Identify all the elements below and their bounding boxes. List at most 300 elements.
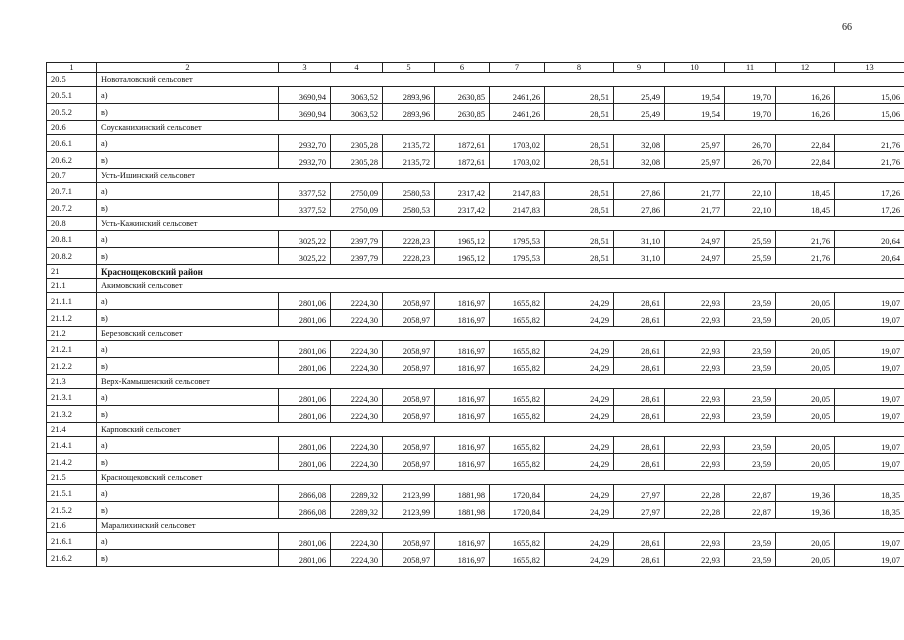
value-cell: 20,64 bbox=[835, 248, 904, 265]
value-cell: 1816,97 bbox=[435, 293, 490, 310]
section-code: 21.6 bbox=[47, 519, 97, 533]
row-code: 21.4.1 bbox=[47, 437, 97, 454]
row-code: 21.6.1 bbox=[47, 533, 97, 550]
value-cell: 24,29 bbox=[545, 502, 614, 519]
value-cell: 2305,28 bbox=[331, 135, 383, 152]
value-cell: 23,59 bbox=[725, 533, 776, 550]
column-number-header: 5 bbox=[383, 63, 435, 73]
value-cell: 2147,83 bbox=[490, 183, 545, 200]
value-cell: 22,93 bbox=[665, 406, 725, 423]
row-label: в) bbox=[97, 358, 279, 375]
value-cell: 22,93 bbox=[665, 437, 725, 454]
value-cell: 22,84 bbox=[776, 152, 835, 169]
value-cell: 15,06 bbox=[835, 104, 904, 121]
row-label: в) bbox=[97, 502, 279, 519]
value-cell: 2317,42 bbox=[435, 200, 490, 217]
value-cell: 2058,97 bbox=[383, 358, 435, 375]
value-cell: 19,54 bbox=[665, 104, 725, 121]
table-row bbox=[47, 135, 904, 152]
section-name: Усть-Кажинский сельсовет bbox=[97, 217, 904, 231]
value-cell: 24,29 bbox=[545, 358, 614, 375]
section-name: Усть-Ишинский сельсовет bbox=[97, 169, 904, 183]
section-name: Верх-Камышенский сельсовет bbox=[97, 375, 904, 389]
value-cell: 2461,26 bbox=[490, 87, 545, 104]
value-cell: 17,26 bbox=[835, 183, 904, 200]
value-cell: 1703,02 bbox=[490, 135, 545, 152]
value-cell: 19,07 bbox=[835, 437, 904, 454]
value-cell: 2224,30 bbox=[331, 533, 383, 550]
value-cell: 2147,83 bbox=[490, 200, 545, 217]
section-name: Новоталовский сельсовет bbox=[97, 73, 904, 87]
value-cell: 25,59 bbox=[725, 248, 776, 265]
value-cell: 25,49 bbox=[614, 87, 665, 104]
value-cell: 2932,70 bbox=[279, 135, 331, 152]
value-cell: 2893,96 bbox=[383, 87, 435, 104]
section-code: 21.5 bbox=[47, 471, 97, 485]
value-cell: 2058,97 bbox=[383, 389, 435, 406]
value-cell: 18,45 bbox=[776, 200, 835, 217]
row-label: в) bbox=[97, 152, 279, 169]
value-cell: 28,51 bbox=[545, 183, 614, 200]
value-cell: 23,59 bbox=[725, 341, 776, 358]
value-cell: 2801,06 bbox=[279, 293, 331, 310]
value-cell: 21,76 bbox=[776, 231, 835, 248]
row-code: 20.8.1 bbox=[47, 231, 97, 248]
row-label: в) bbox=[97, 454, 279, 471]
row-label: а) bbox=[97, 87, 279, 104]
value-cell: 22,84 bbox=[776, 135, 835, 152]
column-number-header: 13 bbox=[835, 63, 904, 73]
value-cell: 3025,22 bbox=[279, 231, 331, 248]
value-cell: 2461,26 bbox=[490, 104, 545, 121]
value-cell: 20,05 bbox=[776, 389, 835, 406]
value-cell: 1720,84 bbox=[490, 485, 545, 502]
value-cell: 26,70 bbox=[725, 135, 776, 152]
value-cell: 23,59 bbox=[725, 454, 776, 471]
value-cell: 2058,97 bbox=[383, 406, 435, 423]
section-name: Маралихинский сельсовет bbox=[97, 519, 904, 533]
value-cell: 2224,30 bbox=[331, 454, 383, 471]
row-label: а) bbox=[97, 533, 279, 550]
value-cell: 2224,30 bbox=[331, 437, 383, 454]
value-cell: 28,61 bbox=[614, 358, 665, 375]
value-cell: 18,35 bbox=[835, 502, 904, 519]
value-cell: 31,10 bbox=[614, 231, 665, 248]
value-cell: 22,93 bbox=[665, 358, 725, 375]
value-cell: 28,61 bbox=[614, 389, 665, 406]
row-label: а) bbox=[97, 293, 279, 310]
value-cell: 19,70 bbox=[725, 104, 776, 121]
value-cell: 28,61 bbox=[614, 454, 665, 471]
section-row bbox=[47, 169, 904, 183]
value-cell: 28,51 bbox=[545, 231, 614, 248]
row-label: а) bbox=[97, 135, 279, 152]
table-row bbox=[47, 550, 904, 567]
value-cell: 28,51 bbox=[545, 135, 614, 152]
value-cell: 2058,97 bbox=[383, 310, 435, 327]
value-cell: 28,61 bbox=[614, 550, 665, 567]
value-cell: 22,87 bbox=[725, 485, 776, 502]
value-cell: 2397,79 bbox=[331, 231, 383, 248]
value-cell: 2058,97 bbox=[383, 341, 435, 358]
value-cell: 1655,82 bbox=[490, 310, 545, 327]
value-cell: 1655,82 bbox=[490, 293, 545, 310]
value-cell: 17,26 bbox=[835, 200, 904, 217]
value-cell: 2123,99 bbox=[383, 485, 435, 502]
table-row bbox=[47, 502, 904, 519]
value-cell: 2058,97 bbox=[383, 550, 435, 567]
value-cell: 24,29 bbox=[545, 485, 614, 502]
section-name: Краснощековский район bbox=[97, 265, 904, 279]
table-row bbox=[47, 200, 904, 217]
value-cell: 2058,97 bbox=[383, 293, 435, 310]
value-cell: 22,10 bbox=[725, 183, 776, 200]
section-code: 21.4 bbox=[47, 423, 97, 437]
value-cell: 1703,02 bbox=[490, 152, 545, 169]
value-cell: 19,07 bbox=[835, 533, 904, 550]
value-cell: 2801,06 bbox=[279, 437, 331, 454]
value-cell: 3690,94 bbox=[279, 104, 331, 121]
tariff-table bbox=[46, 62, 904, 567]
section-code: 20.8 bbox=[47, 217, 97, 231]
value-cell: 32,08 bbox=[614, 152, 665, 169]
value-cell: 22,93 bbox=[665, 454, 725, 471]
value-cell: 2224,30 bbox=[331, 293, 383, 310]
value-cell: 2289,32 bbox=[331, 502, 383, 519]
row-code: 20.5.1 bbox=[47, 87, 97, 104]
value-cell: 24,29 bbox=[545, 550, 614, 567]
value-cell: 2228,23 bbox=[383, 231, 435, 248]
value-cell: 1816,97 bbox=[435, 358, 490, 375]
value-cell: 28,61 bbox=[614, 341, 665, 358]
section-code: 20.7 bbox=[47, 169, 97, 183]
value-cell: 22,93 bbox=[665, 310, 725, 327]
table-row bbox=[47, 533, 904, 550]
table-row bbox=[47, 152, 904, 169]
value-cell: 2397,79 bbox=[331, 248, 383, 265]
value-cell: 1872,61 bbox=[435, 152, 490, 169]
value-cell: 24,29 bbox=[545, 533, 614, 550]
row-code: 21.3.1 bbox=[47, 389, 97, 406]
value-cell: 2801,06 bbox=[279, 358, 331, 375]
value-cell: 2801,06 bbox=[279, 406, 331, 423]
value-cell: 28,61 bbox=[614, 293, 665, 310]
column-number-header: 4 bbox=[331, 63, 383, 73]
value-cell: 2135,72 bbox=[383, 135, 435, 152]
value-cell: 1816,97 bbox=[435, 550, 490, 567]
value-cell: 22,28 bbox=[665, 502, 725, 519]
value-cell: 2801,06 bbox=[279, 454, 331, 471]
value-cell: 1655,82 bbox=[490, 389, 545, 406]
row-code: 20.5.2 bbox=[47, 104, 97, 121]
value-cell: 21,76 bbox=[776, 248, 835, 265]
value-cell: 20,64 bbox=[835, 231, 904, 248]
section-row bbox=[47, 471, 904, 485]
table-row bbox=[47, 104, 904, 121]
value-cell: 19,07 bbox=[835, 341, 904, 358]
value-cell: 24,29 bbox=[545, 437, 614, 454]
section-code: 21.1 bbox=[47, 279, 97, 293]
value-cell: 2580,53 bbox=[383, 200, 435, 217]
value-cell: 1795,53 bbox=[490, 231, 545, 248]
value-cell: 3025,22 bbox=[279, 248, 331, 265]
value-cell: 25,49 bbox=[614, 104, 665, 121]
value-cell: 16,26 bbox=[776, 87, 835, 104]
section-row bbox=[47, 217, 904, 231]
section-code: 21.2 bbox=[47, 327, 97, 341]
value-cell: 2228,23 bbox=[383, 248, 435, 265]
value-cell: 1965,12 bbox=[435, 231, 490, 248]
value-cell: 19,70 bbox=[725, 87, 776, 104]
row-code: 21.5.1 bbox=[47, 485, 97, 502]
section-row bbox=[47, 327, 904, 341]
value-cell: 20,05 bbox=[776, 358, 835, 375]
value-cell: 19,36 bbox=[776, 502, 835, 519]
value-cell: 21,76 bbox=[835, 152, 904, 169]
value-cell: 22,93 bbox=[665, 533, 725, 550]
value-cell: 22,10 bbox=[725, 200, 776, 217]
value-cell: 23,59 bbox=[725, 437, 776, 454]
table-row bbox=[47, 248, 904, 265]
row-label: а) bbox=[97, 183, 279, 200]
table-header-row bbox=[47, 63, 904, 73]
value-cell: 19,07 bbox=[835, 293, 904, 310]
row-code: 21.1.1 bbox=[47, 293, 97, 310]
row-label: в) bbox=[97, 104, 279, 121]
row-code: 20.7.2 bbox=[47, 200, 97, 217]
row-code: 21.2.2 bbox=[47, 358, 97, 375]
value-cell: 1872,61 bbox=[435, 135, 490, 152]
row-label: а) bbox=[97, 485, 279, 502]
row-label: в) bbox=[97, 248, 279, 265]
value-cell: 25,59 bbox=[725, 231, 776, 248]
value-cell: 27,97 bbox=[614, 485, 665, 502]
section-row bbox=[47, 423, 904, 437]
column-number-header: 8 bbox=[545, 63, 614, 73]
value-cell: 2224,30 bbox=[331, 406, 383, 423]
value-cell: 24,97 bbox=[665, 248, 725, 265]
value-cell: 24,29 bbox=[545, 389, 614, 406]
row-label: а) bbox=[97, 437, 279, 454]
value-cell: 2224,30 bbox=[331, 550, 383, 567]
value-cell: 24,29 bbox=[545, 310, 614, 327]
value-cell: 1965,12 bbox=[435, 248, 490, 265]
value-cell: 23,59 bbox=[725, 293, 776, 310]
value-cell: 1881,98 bbox=[435, 502, 490, 519]
value-cell: 22,93 bbox=[665, 389, 725, 406]
value-cell: 2224,30 bbox=[331, 310, 383, 327]
value-cell: 24,97 bbox=[665, 231, 725, 248]
value-cell: 23,59 bbox=[725, 389, 776, 406]
value-cell: 2058,97 bbox=[383, 533, 435, 550]
value-cell: 20,05 bbox=[776, 406, 835, 423]
column-number-header: 9 bbox=[614, 63, 665, 73]
value-cell: 2932,70 bbox=[279, 152, 331, 169]
section-row bbox=[47, 519, 904, 533]
row-label: в) bbox=[97, 550, 279, 567]
value-cell: 22,93 bbox=[665, 341, 725, 358]
value-cell: 1655,82 bbox=[490, 550, 545, 567]
value-cell: 28,51 bbox=[545, 152, 614, 169]
row-code: 21.6.2 bbox=[47, 550, 97, 567]
column-number-header: 1 bbox=[47, 63, 97, 73]
value-cell: 2866,08 bbox=[279, 502, 331, 519]
column-number-header: 2 bbox=[97, 63, 279, 73]
value-cell: 21,77 bbox=[665, 200, 725, 217]
value-cell: 1655,82 bbox=[490, 406, 545, 423]
value-cell: 2750,09 bbox=[331, 200, 383, 217]
column-number-header: 11 bbox=[725, 63, 776, 73]
row-label: а) bbox=[97, 231, 279, 248]
value-cell: 3377,52 bbox=[279, 183, 331, 200]
section-row bbox=[47, 121, 904, 135]
table-row bbox=[47, 454, 904, 471]
section-name: Карповский сельсовет bbox=[97, 423, 904, 437]
value-cell: 3690,94 bbox=[279, 87, 331, 104]
value-cell: 3063,52 bbox=[331, 104, 383, 121]
section-name: Акимовский сельсовет bbox=[97, 279, 904, 293]
value-cell: 1816,97 bbox=[435, 533, 490, 550]
table-body bbox=[47, 63, 904, 567]
value-cell: 28,61 bbox=[614, 437, 665, 454]
section-row bbox=[47, 375, 904, 389]
value-cell: 1881,98 bbox=[435, 485, 490, 502]
value-cell: 20,05 bbox=[776, 310, 835, 327]
value-cell: 19,36 bbox=[776, 485, 835, 502]
value-cell: 28,51 bbox=[545, 104, 614, 121]
table-row bbox=[47, 293, 904, 310]
section-code: 20.5 bbox=[47, 73, 97, 87]
row-label: а) bbox=[97, 341, 279, 358]
row-code: 20.7.1 bbox=[47, 183, 97, 200]
value-cell: 19,07 bbox=[835, 550, 904, 567]
table-row bbox=[47, 183, 904, 200]
table-row bbox=[47, 231, 904, 248]
value-cell: 1655,82 bbox=[490, 533, 545, 550]
value-cell: 21,76 bbox=[835, 135, 904, 152]
value-cell: 2630,85 bbox=[435, 104, 490, 121]
value-cell: 2224,30 bbox=[331, 358, 383, 375]
value-cell: 15,06 bbox=[835, 87, 904, 104]
value-cell: 28,61 bbox=[614, 406, 665, 423]
value-cell: 20,05 bbox=[776, 293, 835, 310]
value-cell: 28,51 bbox=[545, 87, 614, 104]
section-name: Соусканихинский сельсовет bbox=[97, 121, 904, 135]
row-label: в) bbox=[97, 406, 279, 423]
value-cell: 20,05 bbox=[776, 341, 835, 358]
value-cell: 2135,72 bbox=[383, 152, 435, 169]
value-cell: 2801,06 bbox=[279, 550, 331, 567]
row-code: 20.6.1 bbox=[47, 135, 97, 152]
value-cell: 28,61 bbox=[614, 310, 665, 327]
value-cell: 19,07 bbox=[835, 358, 904, 375]
value-cell: 24,29 bbox=[545, 293, 614, 310]
value-cell: 19,07 bbox=[835, 310, 904, 327]
row-code: 21.1.2 bbox=[47, 310, 97, 327]
value-cell: 16,26 bbox=[776, 104, 835, 121]
table-row bbox=[47, 310, 904, 327]
table-row bbox=[47, 389, 904, 406]
value-cell: 25,97 bbox=[665, 135, 725, 152]
value-cell: 1816,97 bbox=[435, 310, 490, 327]
value-cell: 2630,85 bbox=[435, 87, 490, 104]
value-cell: 24,29 bbox=[545, 341, 614, 358]
value-cell: 2801,06 bbox=[279, 310, 331, 327]
page-number: 66 bbox=[842, 22, 852, 33]
row-label: а) bbox=[97, 389, 279, 406]
value-cell: 1795,53 bbox=[490, 248, 545, 265]
column-number-header: 6 bbox=[435, 63, 490, 73]
value-cell: 2750,09 bbox=[331, 183, 383, 200]
section-code: 21 bbox=[47, 265, 97, 279]
value-cell: 2801,06 bbox=[279, 533, 331, 550]
row-label: в) bbox=[97, 200, 279, 217]
value-cell: 1816,97 bbox=[435, 341, 490, 358]
value-cell: 1655,82 bbox=[490, 358, 545, 375]
value-cell: 1655,82 bbox=[490, 454, 545, 471]
value-cell: 26,70 bbox=[725, 152, 776, 169]
value-cell: 28,51 bbox=[545, 200, 614, 217]
value-cell: 22,93 bbox=[665, 550, 725, 567]
value-cell: 28,51 bbox=[545, 248, 614, 265]
value-cell: 1816,97 bbox=[435, 406, 490, 423]
value-cell: 1816,97 bbox=[435, 389, 490, 406]
value-cell: 27,97 bbox=[614, 502, 665, 519]
column-number-header: 10 bbox=[665, 63, 725, 73]
value-cell: 21,77 bbox=[665, 183, 725, 200]
value-cell: 20,05 bbox=[776, 533, 835, 550]
value-cell: 20,05 bbox=[776, 454, 835, 471]
value-cell: 19,07 bbox=[835, 454, 904, 471]
value-cell: 23,59 bbox=[725, 550, 776, 567]
value-cell: 23,59 bbox=[725, 310, 776, 327]
section-name: Краснощековский сельсовет bbox=[97, 471, 904, 485]
row-code: 21.5.2 bbox=[47, 502, 97, 519]
row-code: 20.8.2 bbox=[47, 248, 97, 265]
value-cell: 2317,42 bbox=[435, 183, 490, 200]
value-cell: 23,59 bbox=[725, 358, 776, 375]
table-row bbox=[47, 485, 904, 502]
value-cell: 1720,84 bbox=[490, 502, 545, 519]
value-cell: 1816,97 bbox=[435, 437, 490, 454]
section-code: 20.6 bbox=[47, 121, 97, 135]
value-cell: 2801,06 bbox=[279, 341, 331, 358]
value-cell: 2058,97 bbox=[383, 454, 435, 471]
row-code: 21.2.1 bbox=[47, 341, 97, 358]
value-cell: 2289,32 bbox=[331, 485, 383, 502]
column-number-header: 3 bbox=[279, 63, 331, 73]
value-cell: 19,07 bbox=[835, 406, 904, 423]
value-cell: 18,35 bbox=[835, 485, 904, 502]
value-cell: 2058,97 bbox=[383, 437, 435, 454]
value-cell: 22,87 bbox=[725, 502, 776, 519]
value-cell: 2224,30 bbox=[331, 389, 383, 406]
section-row bbox=[47, 265, 904, 279]
value-cell: 22,93 bbox=[665, 293, 725, 310]
section-row bbox=[47, 73, 904, 87]
value-cell: 27,86 bbox=[614, 200, 665, 217]
value-cell: 22,28 bbox=[665, 485, 725, 502]
value-cell: 24,29 bbox=[545, 406, 614, 423]
section-code: 21.3 bbox=[47, 375, 97, 389]
value-cell: 2224,30 bbox=[331, 341, 383, 358]
value-cell: 1655,82 bbox=[490, 341, 545, 358]
table-row bbox=[47, 437, 904, 454]
value-cell: 2893,96 bbox=[383, 104, 435, 121]
value-cell: 32,08 bbox=[614, 135, 665, 152]
row-code: 20.6.2 bbox=[47, 152, 97, 169]
value-cell: 2866,08 bbox=[279, 485, 331, 502]
